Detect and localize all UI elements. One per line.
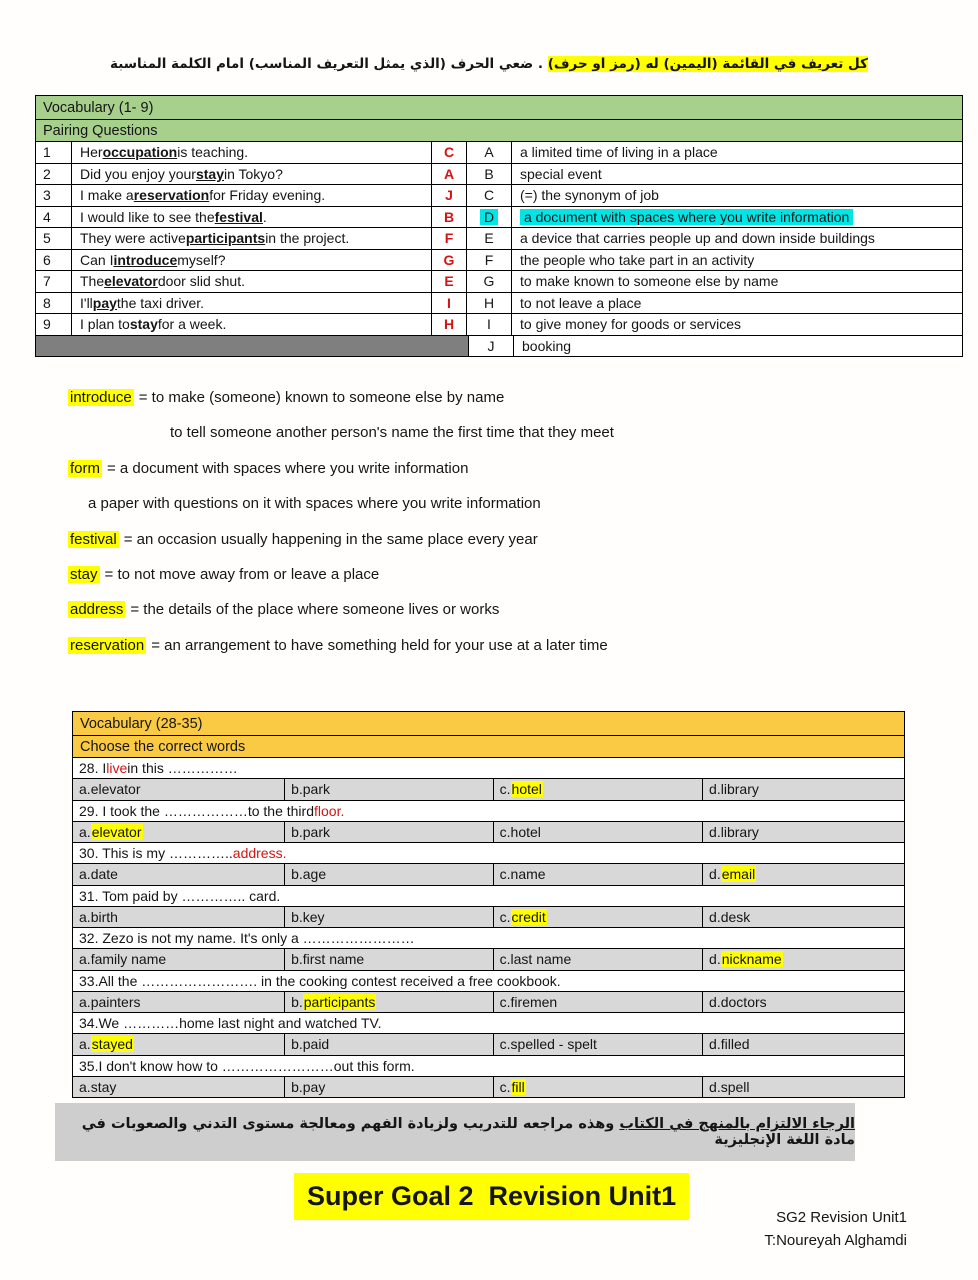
- definition-text: [511, 185, 962, 206]
- option-letter: [466, 228, 511, 249]
- definition-body: a paper with questions on it with spaces where you write information: [88, 495, 541, 513]
- option-cell: [284, 907, 493, 927]
- option-cell: [284, 949, 493, 969]
- table-row: [36, 142, 962, 164]
- table-row: [36, 293, 962, 315]
- options-row: [73, 864, 904, 885]
- option-label: c.: [499, 1078, 511, 1095]
- footer-teacher-name: T:Noureyah Alghamdi: [764, 1232, 907, 1249]
- option-word: spelled - spelt: [510, 1036, 597, 1053]
- option-label: a.: [79, 908, 91, 925]
- option-word: desk: [720, 908, 751, 925]
- option-label: b.: [291, 781, 303, 798]
- option-cell: [493, 992, 702, 1012]
- option-label: a.: [79, 1036, 91, 1053]
- option-letter: [466, 185, 511, 206]
- definition-body: = to make (someone) known to someone else by name: [138, 389, 505, 406]
- option-cell: [73, 822, 284, 842]
- answer-letter: F: [431, 228, 466, 249]
- option-label: b.: [291, 1078, 303, 1095]
- mcq-questions: [73, 758, 904, 1097]
- note-text: [55, 1116, 855, 1148]
- option-word: email: [721, 866, 756, 883]
- question-number: 4: [43, 208, 51, 225]
- sentence-keyword: participants: [185, 230, 266, 247]
- options-row: [73, 779, 904, 800]
- mcq-question: [73, 801, 904, 844]
- option-word: birth: [90, 908, 118, 925]
- option-cell: [702, 992, 904, 1012]
- vocabulary-mcq-table: [72, 711, 905, 1098]
- answer-letter: C: [431, 142, 466, 163]
- question-stem: [73, 1013, 904, 1034]
- option-word: library: [720, 823, 759, 840]
- mcq-question: [73, 1013, 904, 1056]
- option-label: d.: [709, 951, 721, 968]
- definition-text: [511, 164, 962, 185]
- option-letter-text: C: [483, 187, 495, 204]
- question-number: 6: [43, 251, 51, 268]
- note-box: [55, 1103, 855, 1161]
- stem-segment: 35.I don't know how to ……………………out this form.: [79, 1057, 415, 1074]
- pairing-table-title: Vocabulary (1- 9): [36, 96, 962, 120]
- sentence-post: for Friday evening.: [209, 187, 326, 204]
- worksheet-title: Super Goal 2 Revision Unit1: [294, 1173, 689, 1220]
- sentence-post: is teaching.: [177, 144, 249, 161]
- option-word: park: [302, 823, 330, 840]
- option-letter: [466, 314, 511, 335]
- option-cell: [73, 992, 284, 1012]
- option-label: d.: [709, 993, 721, 1010]
- question-sentence: [71, 250, 431, 271]
- sentence-pre: They were active: [80, 230, 186, 247]
- definition-text-inner: to not leave a place: [520, 294, 642, 311]
- option-word: age: [302, 866, 327, 883]
- definition-body: = a document with spaces where you write information: [107, 459, 469, 477]
- definition-text-inner: a device that carries people up and down inside buildings: [520, 230, 875, 247]
- note-underlined: الرجاء الالتزام بالمنهج في الكتاب: [619, 1116, 855, 1132]
- table-row: [36, 185, 962, 207]
- sentence-post: the taxi driver.: [116, 294, 205, 311]
- sentence-pre: I make a: [80, 187, 134, 204]
- table-row-last: [36, 336, 962, 357]
- instruction-text: [0, 56, 978, 72]
- option-word: first name: [302, 951, 365, 968]
- option-letter-text: E: [484, 230, 494, 247]
- option-word: firemen: [510, 993, 558, 1010]
- mcq-question: [73, 758, 904, 801]
- question-sentence: [71, 228, 431, 249]
- options-row: [73, 992, 904, 1013]
- definition-body: = an occasion usually happening in the same place every year: [123, 530, 538, 548]
- option-cell: [284, 864, 493, 884]
- answer-letter: G: [431, 250, 466, 271]
- definition-term: stay: [70, 565, 98, 583]
- definition-term: introduce: [70, 389, 132, 406]
- answer-letter: E: [431, 271, 466, 292]
- definition-text-inner: to give money for goods or services: [520, 316, 741, 333]
- stem-segment: in this ……………: [127, 760, 238, 777]
- option-letter-text: B: [484, 165, 494, 182]
- definition-text: [511, 250, 962, 271]
- table-row: [36, 314, 962, 336]
- definition-body: = to not move away from or leave a place: [104, 565, 380, 583]
- option-word: park: [302, 781, 330, 798]
- definition-text: [511, 314, 962, 335]
- option-cell: [702, 822, 904, 842]
- option-letter-text: I: [487, 316, 491, 333]
- footer-unit-label: SG2 Revision Unit1: [776, 1209, 907, 1226]
- option-cell: [73, 779, 284, 799]
- sentence-post: myself?: [177, 251, 226, 268]
- definition-body: to tell someone another person's name the first time that they meet: [170, 424, 614, 442]
- question-stem: [73, 843, 904, 864]
- option-cell: [284, 1077, 493, 1097]
- option-label: d.: [709, 1078, 721, 1095]
- sentence-keyword: reservation: [133, 187, 210, 204]
- stem-segment: live: [106, 760, 128, 777]
- question-stem: [73, 971, 904, 992]
- options-row: [73, 1034, 904, 1055]
- option-word: last name: [510, 951, 572, 968]
- options-row: [73, 907, 904, 928]
- question-sentence: [71, 207, 431, 228]
- question-stem: [73, 928, 904, 949]
- option-label: b.: [291, 866, 303, 883]
- note-rest: وهذه مراجعه للتدريب ولزيادة الفهم ومعالجة مستوى التدني والصعوبات في مادة اللغة الإنجليزية: [81, 1116, 855, 1148]
- definition-line: [68, 601, 614, 622]
- option-word: fill: [511, 1078, 525, 1095]
- question-sentence: [71, 185, 431, 206]
- footer-credits: [764, 1206, 907, 1252]
- question-sentence: [71, 293, 431, 314]
- option-word: nickname: [721, 951, 782, 968]
- sentence-pre: Did you enjoy your: [80, 165, 196, 182]
- option-label: c.: [499, 993, 511, 1010]
- option-label: a.: [79, 823, 91, 840]
- option-letter: [466, 271, 511, 292]
- answer-letter: I: [431, 293, 466, 314]
- stem-segment: 30. This is my …………..: [79, 845, 233, 862]
- option-word: library: [720, 781, 759, 798]
- option-cell: [284, 1034, 493, 1054]
- option-label: a.: [79, 993, 91, 1010]
- sentence-pre: I would like to see the: [80, 208, 215, 225]
- question-number: 5: [43, 230, 51, 247]
- pairing-table-subtitle: Pairing Questions: [36, 120, 962, 142]
- question-stem: [73, 801, 904, 822]
- option-label: b.: [291, 993, 303, 1010]
- answer-letter: H: [431, 314, 466, 335]
- definition-text: booking: [513, 336, 962, 357]
- option-letter: [466, 142, 511, 163]
- definition-line: [68, 460, 614, 481]
- question-number: 8: [43, 294, 51, 311]
- sentence-keyword: elevator: [104, 273, 158, 290]
- definition-text-inner: (=) the synonym of job: [520, 187, 659, 204]
- option-label: a.: [79, 866, 91, 883]
- option-word: stay: [90, 1078, 117, 1095]
- sentence-post: in Tokyo?: [223, 165, 283, 182]
- option-word: hotel: [511, 781, 542, 798]
- stem-segment: 28. I: [79, 760, 107, 777]
- answer-letter: A: [431, 164, 466, 185]
- option-cell: [284, 992, 493, 1012]
- question-number: 1: [43, 144, 51, 161]
- option-letter: [466, 164, 511, 185]
- sentence-post: for a week.: [157, 316, 227, 333]
- stem-segment: 31. Tom paid by ………….. card.: [79, 887, 281, 904]
- option-label: c.: [499, 1036, 511, 1053]
- option-word: key: [302, 908, 325, 925]
- option-cell: [702, 949, 904, 969]
- sentence-pre: Can I: [80, 251, 114, 268]
- option-cell: [702, 779, 904, 799]
- option-cell: [73, 1077, 284, 1097]
- sentence-keyword: festival: [214, 208, 263, 225]
- option-label: b.: [291, 1036, 303, 1053]
- sentence-post: in the project.: [265, 230, 350, 247]
- sentence-keyword: stay: [129, 316, 158, 333]
- option-letter-text: G: [483, 273, 495, 290]
- definition-term: festival: [70, 530, 117, 548]
- mcq-table-title: Vocabulary (28-35): [73, 712, 904, 736]
- question-number: 3: [43, 187, 51, 204]
- option-word: painters: [90, 993, 141, 1010]
- definition-text-inner: to make known to someone else by name: [520, 273, 779, 290]
- table-row: [36, 207, 962, 229]
- mcq-table-subtitle: Choose the correct words: [73, 736, 904, 758]
- option-letter: [466, 207, 511, 228]
- definition-text-inner: the people who take part in an activity: [520, 251, 755, 268]
- instruction-rest-part: . ضعي الحرف (الذي يمثل التعريف المناسب) امام الكلمة المناسبة: [110, 56, 548, 72]
- option-word: hotel: [510, 823, 541, 840]
- option-letter-text: A: [484, 144, 494, 161]
- definition-line: [68, 424, 614, 445]
- stem-segment: address.: [232, 845, 287, 862]
- definition-line: [68, 495, 614, 516]
- mcq-question: [73, 928, 904, 971]
- option-word: credit: [511, 908, 546, 925]
- option-label: c.: [499, 908, 511, 925]
- question-sentence: [71, 314, 431, 335]
- option-label: b.: [291, 823, 303, 840]
- option-word: doctors: [720, 993, 767, 1010]
- option-word: name: [510, 866, 546, 883]
- sentence-pre: I'll: [80, 294, 93, 311]
- definition-text-inner: a document with spaces where you write information: [520, 209, 853, 225]
- definition-text-inner: a limited time of living in a place: [520, 144, 718, 161]
- option-word: participants: [303, 993, 376, 1010]
- definition-line: [68, 389, 614, 410]
- sentence-keyword: pay: [92, 294, 117, 311]
- question-sentence: [71, 164, 431, 185]
- pairing-rows: [36, 142, 962, 336]
- question-sentence: [71, 271, 431, 292]
- option-cell: [493, 1077, 702, 1097]
- option-word: date: [90, 866, 118, 883]
- definition-term: form: [70, 459, 100, 477]
- option-cell: [73, 949, 284, 969]
- option-letter: [466, 293, 511, 314]
- definition-text: [511, 142, 962, 163]
- sentence-keyword: introduce: [113, 251, 178, 268]
- stem-segment: 34.We …………home last night and watched TV.: [79, 1015, 382, 1032]
- definition-text: [511, 228, 962, 249]
- table-row: [36, 250, 962, 272]
- definitions-list: [68, 389, 614, 672]
- sentence-post: door slid shut.: [157, 273, 245, 290]
- answer-letter: B: [431, 207, 466, 228]
- question-stem: [73, 886, 904, 907]
- option-cell: [702, 1034, 904, 1054]
- definition-body: = the details of the place where someone lives or works: [130, 601, 500, 619]
- option-letter-text: H: [483, 294, 495, 311]
- option-cell: [493, 822, 702, 842]
- option-label: a.: [79, 781, 91, 798]
- definition-line: [68, 566, 614, 587]
- definition-line: [68, 637, 614, 658]
- option-word: paid: [302, 1036, 330, 1053]
- option-word: family name: [90, 951, 167, 968]
- option-cell: [73, 907, 284, 927]
- option-cell: [493, 779, 702, 799]
- definition-text-inner: special event: [520, 165, 602, 182]
- option-word: spell: [720, 1078, 750, 1095]
- sentence-pre: Her: [80, 144, 103, 161]
- empty-gray-cell: [36, 336, 468, 357]
- option-cell: [493, 864, 702, 884]
- sentence-pre: I plan to: [80, 316, 130, 333]
- table-row: [36, 228, 962, 250]
- question-number: 2: [43, 165, 51, 182]
- option-word: stayed: [91, 1036, 133, 1053]
- definition-line: [68, 531, 614, 552]
- definition-text: [511, 207, 962, 228]
- option-cell: [493, 1034, 702, 1054]
- options-row: [73, 822, 904, 843]
- sentence-keyword: occupation: [102, 144, 178, 161]
- definition-term: address: [70, 601, 124, 619]
- answer-letter: J: [431, 185, 466, 206]
- sentence-keyword: stay: [195, 165, 224, 182]
- definition-term: reservation: [70, 636, 145, 654]
- definition-body: = an arrangement to have something held for your use at a later time: [151, 636, 608, 654]
- option-label: c.: [499, 823, 511, 840]
- option-label: d.: [709, 866, 721, 883]
- stem-segment: 29. I took the ………………to the third: [79, 802, 314, 819]
- option-label: c.: [499, 866, 511, 883]
- option-label: d.: [709, 1036, 721, 1053]
- definition-text: [511, 293, 962, 314]
- option-cell: [73, 1034, 284, 1054]
- option-letter: [466, 250, 511, 271]
- option-label: c.: [499, 781, 511, 798]
- options-row: [73, 949, 904, 970]
- option-word: elevator: [90, 781, 141, 798]
- option-word: filled: [720, 1036, 750, 1053]
- option-label: b.: [291, 908, 303, 925]
- option-cell: [702, 1077, 904, 1097]
- options-row: [73, 1077, 904, 1097]
- option-cell: [493, 907, 702, 927]
- option-cell: [702, 907, 904, 927]
- question-stem: [73, 1056, 904, 1077]
- mcq-question: [73, 843, 904, 886]
- instruction-highlighted-part: كل تعريف في القائمة (اليمين) له (رمز او حرف): [547, 56, 868, 72]
- option-cell: [702, 864, 904, 884]
- option-cell: [284, 779, 493, 799]
- option-label: a.: [79, 951, 91, 968]
- option-label: b.: [291, 951, 303, 968]
- mcq-question: [73, 1056, 904, 1098]
- question-sentence: [71, 142, 431, 163]
- option-label: a.: [79, 1078, 91, 1095]
- option-label: d.: [709, 908, 721, 925]
- mcq-question: [73, 971, 904, 1014]
- stem-segment: 33.All the ……………………. in the cooking contest received a free cookbook.: [79, 972, 561, 989]
- option-cell: [73, 864, 284, 884]
- option-label: d.: [709, 781, 721, 798]
- option-letter: J: [468, 336, 513, 357]
- sentence-post: .: [262, 208, 267, 225]
- option-label: c.: [499, 951, 511, 968]
- option-letter-text: D: [480, 209, 498, 225]
- stem-segment: floor.: [314, 802, 345, 819]
- question-stem: [73, 758, 904, 779]
- option-letter-text: F: [484, 251, 494, 268]
- table-row: [36, 164, 962, 186]
- option-cell: [493, 949, 702, 969]
- definition-text: [511, 271, 962, 292]
- stem-segment: 32. Zezo is not my name. It's only a ……………………: [79, 930, 415, 947]
- sentence-pre: The: [80, 273, 105, 290]
- option-word: elevator: [91, 823, 142, 840]
- question-number: 7: [43, 273, 51, 290]
- option-label: d.: [709, 823, 721, 840]
- mcq-question: [73, 886, 904, 929]
- vocabulary-pairing-table: [35, 95, 963, 357]
- table-row: [36, 271, 962, 293]
- option-word: pay: [302, 1078, 326, 1095]
- option-cell: [284, 822, 493, 842]
- question-number: 9: [43, 316, 51, 333]
